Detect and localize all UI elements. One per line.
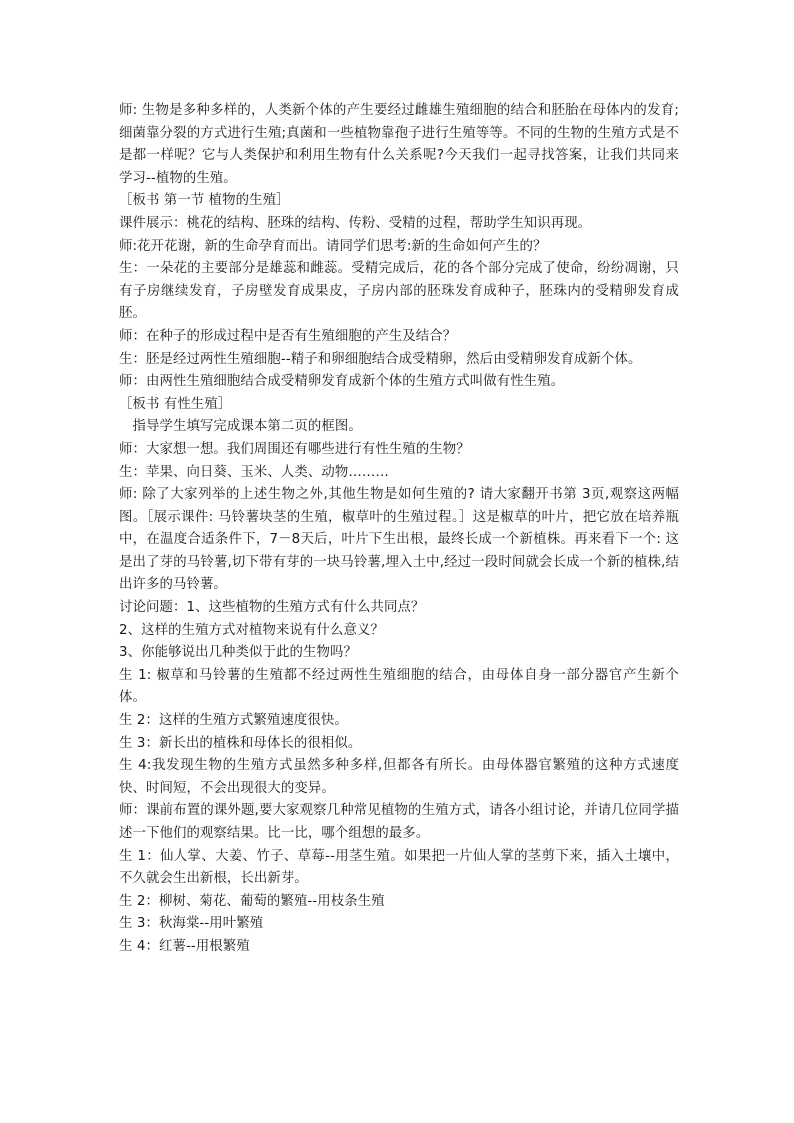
paragraph-discussion-question: 2、这样的生殖方式对植物来说有什么意义？ xyxy=(119,622,384,638)
paragraph-student-answer: 生 3：秋海棠--用叶繁殖 xyxy=(119,916,264,932)
paragraph-courseware-display: 课件展示：桃花的结构、胚珠的结构、传粉、受精的过程，帮助学生知识再现。 xyxy=(119,215,592,231)
paragraph-teacher-question: 师:花开花谢，新的生命孕育而出。请同学们思考:新的生命如何产生的？ xyxy=(119,238,547,254)
lesson-transcript xyxy=(119,100,679,959)
paragraph-teacher-question: 师：在种子的形成过程中是否有生殖细胞的产生及结合？ xyxy=(119,328,457,344)
paragraph-teacher-definition: 师：由两性生殖细胞结合成受精卵发育成新个体的生殖方式叫做有性生殖。 xyxy=(119,374,565,390)
paragraph-teacher-explanation: 师: 除了大家列举的上述生物之外,其他生物是如何生殖的? 请大家翻开书第 3页,观察这两幅图。［展示课件: 马铃薯块茎的生殖，椒草叶的生殖过程。］这是椒草的叶片，把它放在培养瓶中，在温度合适条件下，7－8天后，叶片下生出根，最终长成一个新植株。再来看下一个: 这是出了芽的马铃薯,切下带有芽的一块马铃薯,埋入土中,经过一段时间就会长成一个新的植株,结出许多的马铃薯。 xyxy=(119,487,679,593)
paragraph-instruction: 指导学生填写完成课本第二页的框图。 xyxy=(119,419,362,435)
paragraph-student-answer: 生：胚是经过两性生殖细胞--精子和卵细胞结合成受精卵，然后由受精卵发育成新个体。 xyxy=(119,351,642,367)
paragraph-student-answer: 生 4:我发现生物的生殖方式虽然多种多样,但都各有所长。由母体器官繁殖的这种方式速度快、时间短，不会出现很大的变异。 xyxy=(119,758,679,796)
paragraph-student-answer: 生 4：红薯--用根繁殖 xyxy=(119,938,250,954)
paragraph-student-answer: 生 1: 椒草和马铃薯的生殖都不经过两性生殖细胞的结合，由母体自身一部分器官产生新个体。 xyxy=(119,667,679,706)
paragraph-student-answer: 生 1：仙人掌、大姜、竹子、草莓--用茎生殖。如果把一片仙人掌的茎剪下来，插入土壤中，不久就会生出新根，长出新芽。 xyxy=(119,848,679,887)
paragraph-teacher-question: 师：大家想一想。我们周围还有哪些进行有性生殖的生物？ xyxy=(119,441,470,457)
paragraph-student-answer: 生：一朵花的主要部分是雄蕊和雌蕊。受精完成后，花的各个部分完成了使命，纷纷凋谢，只有子房继续发育，子房壁发育成果皮，子房内部的胚珠发育成种子，胚珠内的受精卵发育成胚。 xyxy=(119,261,679,322)
paragraph-board-heading: ［板书 有性生殖］ xyxy=(119,396,232,412)
paragraph-discussion-question: 讨论问题：1、这些植物的生殖方式有什么共同点？ xyxy=(119,600,425,616)
paragraph-board-heading: ［板书 第一节 植物的生殖］ xyxy=(119,193,290,209)
paragraph-teacher-assignment: 师：课前布置的课外题,要大家观察几种常见植物的生殖方式，请各小组讨论，并请几位同学描述一下他们的观察结果。比一比，哪个组想的最多。 xyxy=(119,803,679,841)
paragraph-discussion-question: 3、你能够说出几种类似于此的生物吗？ xyxy=(119,645,357,661)
paragraph-student-answer: 生：苹果、向日葵、玉米、人类、动物……… xyxy=(119,464,389,480)
paragraph-teacher-intro: 师: 生物是多种多样的，人类新个体的产生要经过雌雄生殖细胞的结合和胚胎在母体内的发育;细菌靠分裂的方式进行生殖;真菌和一些植物靠孢子进行生殖等等。不同的生物的生殖方式是不是都一样呢？它与人类保护和利用生物有什么关系呢?今天我们一起寻找答案，让我们共同来学习--植物的生殖。 xyxy=(119,103,679,186)
paragraph-student-answer: 生 2：这样的生殖方式繁殖速度很快。 xyxy=(119,713,348,729)
paragraph-student-answer: 生 3：新长出的植株和母体长的很相似。 xyxy=(119,735,362,751)
paragraph-student-answer: 生 2：柳树、菊花、葡萄的繁殖--用枝条生殖 xyxy=(119,893,385,909)
